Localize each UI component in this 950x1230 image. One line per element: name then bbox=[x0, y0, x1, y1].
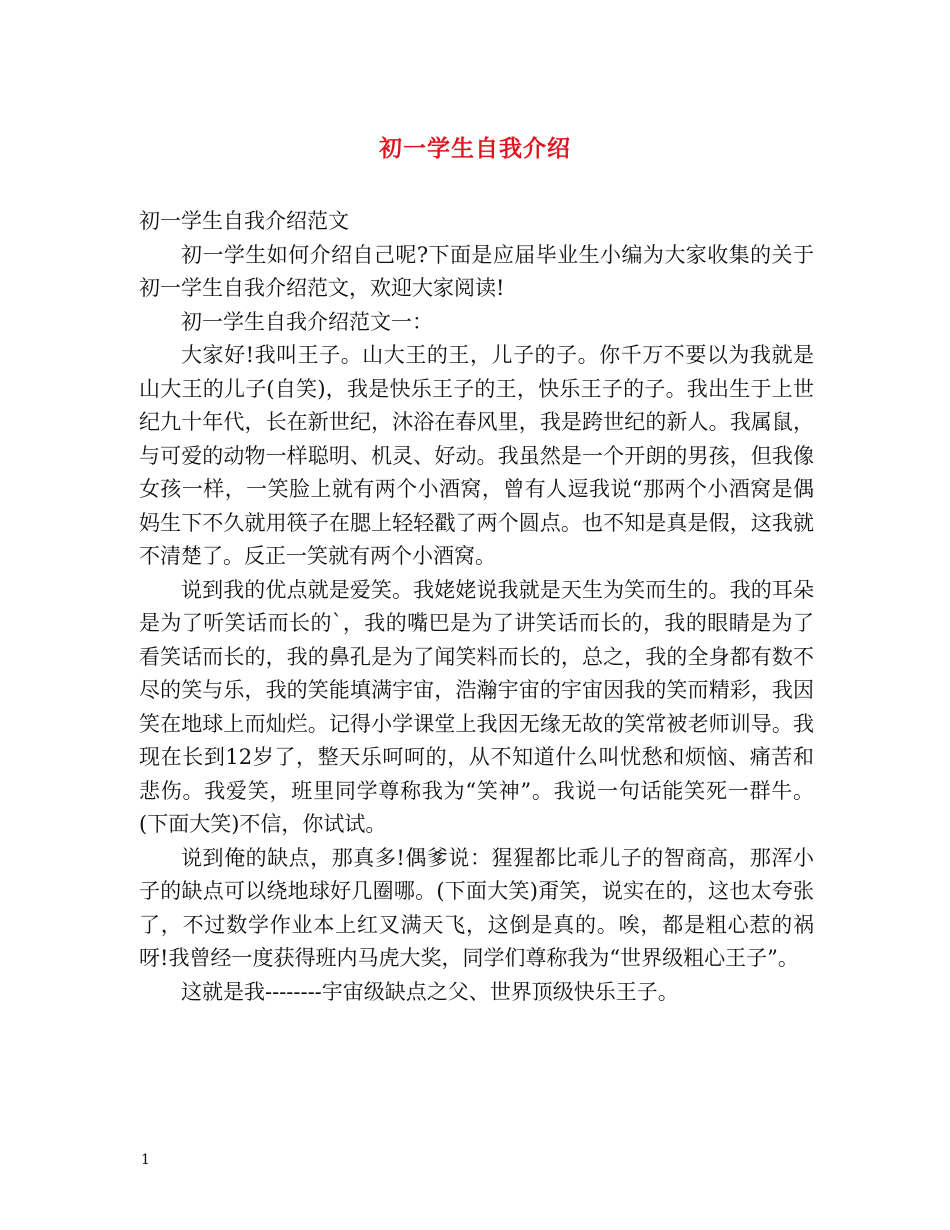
closing-paragraph: 这就是我--------宇宙级缺点之父、世界顶级快乐王子。 bbox=[181, 979, 679, 1004]
section-heading: 初一学生自我介绍范文 bbox=[139, 209, 349, 233]
intro-paragraph: 初一学生如何介绍自己呢?下面是应届毕业生小编为大家收集的关于初一学生自我介绍范文，欢迎大家阅读! bbox=[139, 242, 814, 300]
body-paragraph: 大家好!我叫王子。山大王的王，儿子的子。你千万不要以为我就是山大王的儿子(自笑)，我是快乐王子的王，快乐王子的子。我出生于上世纪九十年代，长在新世纪，沐浴在春风里，我是跨世纪的新人。我属鼠，与可爱的动物一样聪明、机灵、好动。我虽然是一个开朗的男孩，但我像女孩一样，一笑脸上就有两个小酒窝，曾有人逗我说“那两个小酒窝是偶妈生下不久就用筷子在腮上轻轻戳了两个圆点。也不知是真是假，这我就不清楚了。反正一笑就有两个小酒窝。 bbox=[139, 343, 814, 568]
sample-heading: 初一学生自我介绍范文一： bbox=[181, 309, 433, 334]
document-body bbox=[139, 205, 814, 1009]
document-title: 初一学生自我介绍 bbox=[379, 135, 571, 162]
body-paragraph: 说到我的优点就是爱笑。我姥姥说我就是天生为笑而生的。我的耳朵是为了听笑话而长的`，我的嘴巴是为了讲笑话而长的，我的眼睛是为了看笑话而长的，我的鼻孔是为了闻笑料而长的，总之，我的全身都有数不尽的笑与乐，我的笑能填满宇宙，浩瀚宇宙的宇宙因我的笑而精彩，我因笑在地球上而灿烂。记得小学课堂上我因无缘无故的笑常被老师训导。我现在长到12岁了，整天乐呵呵的，从不知道什么叫忧愁和烦恼、痛苦和悲伤。我爱笑，班里同学尊称我为“笑神”。我说一句话能笑死一群牛。(下面大笑)不信，你试试。 bbox=[139, 577, 814, 836]
page-number: 1 bbox=[141, 1152, 150, 1168]
body-paragraph: 说到俺的缺点，那真多!偶爹说：猩猩都比乖儿子的智商高，那浑小子的缺点可以绕地球好几圈哪。(下面大笑)甭笑，说实在的，这也太夸张了，不过数学作业本上红叉满天飞，这倒是真的。唉，都是粗心惹的祸呀!我曾经一度获得班内马虎大奖，同学们尊称我为“世界级粗心王子”。 bbox=[139, 845, 814, 970]
